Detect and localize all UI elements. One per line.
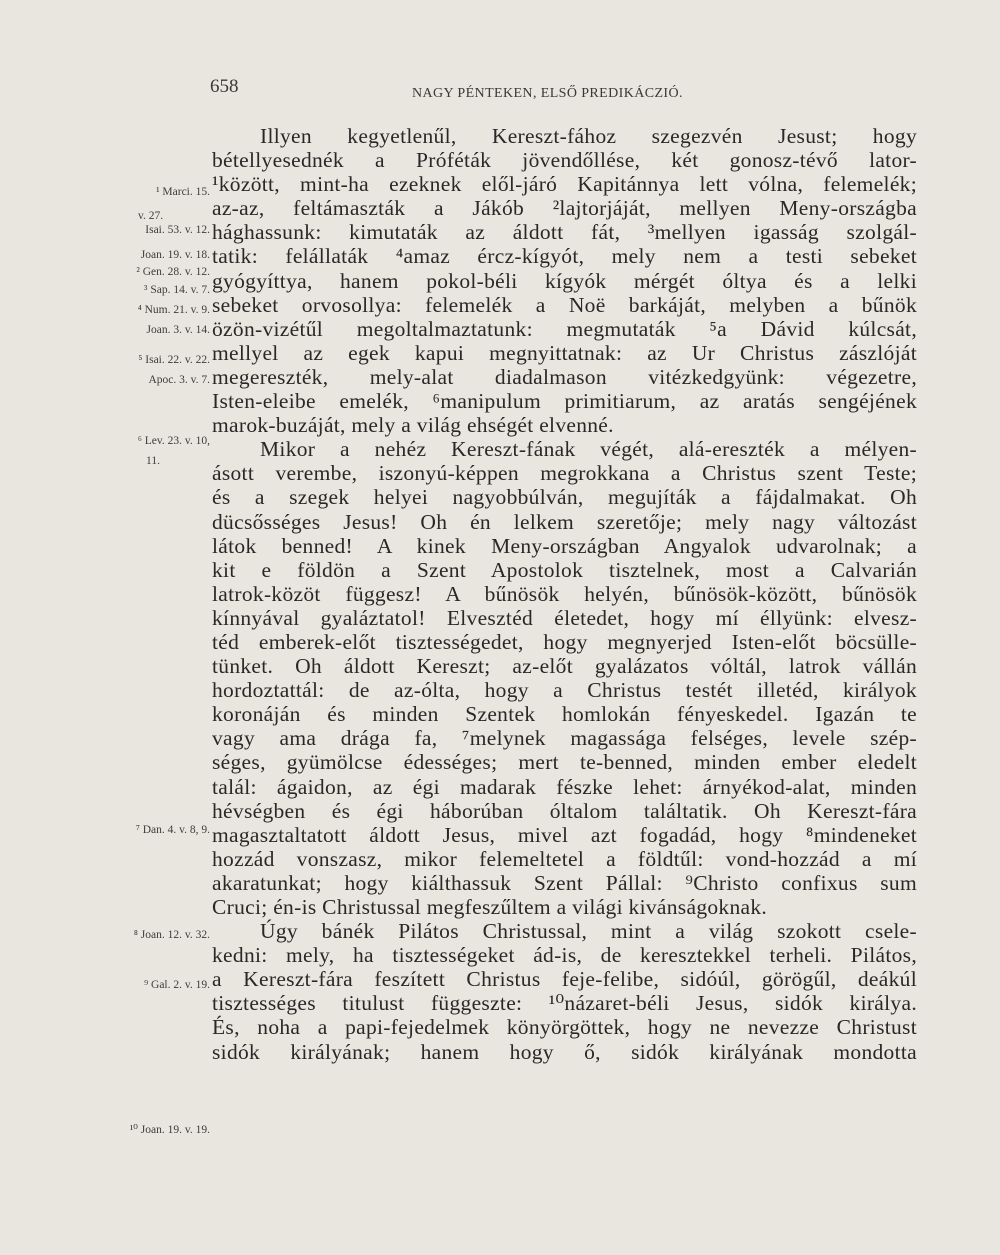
text-line: És, noha a papi-fejedelmek könyörgöttek, hogy ne nevezze Christust <box>212 1015 917 1040</box>
text-line: özön-vizétűl megoltalmaztatunk: megmutaták ⁵a Dávid kúlcsát, <box>212 316 917 341</box>
margin-note: 11. <box>146 455 160 467</box>
text-line: sebeket orvosollya: felemelék a Noë barkáját, melyben a bűnök <box>212 292 917 317</box>
text-line: Úgy bánék Pilátos Christussal, mint a világ szokott csele- <box>260 919 917 944</box>
text-line: kit e földön a Szent Apostolok tisztelnek, most a Calvarián <box>212 557 917 582</box>
text-line: vagy ama drága fa, ⁷melynek magassága felséges, levele szép- <box>212 726 917 751</box>
text-line: koronáján és minden Szentek homlokán fényeskedel. Igazán te <box>212 702 917 727</box>
text-line: téd emberek-előt tisztességedet, hogy megnyerjed Isten-előt böcsülle- <box>212 629 917 654</box>
margin-note: Joan. 3. v. 14. <box>146 324 210 336</box>
text-line: ¹között, mint-ha ezeknek elől-járó Kapitánnya lett vólna, felemelék; <box>212 172 917 197</box>
margin-note: ² Gen. 28. v. 12. <box>136 266 210 278</box>
text-line: hozzád vonszasz, mikor felemeltetel a földtűl: vond-hozzád a mí <box>212 846 917 871</box>
text-line: kínnyával gyaláztatol! Elvesztéd életedet, hogy mí éllyünk: elvesz- <box>212 605 917 630</box>
text-line: hordoztattál: de az-ólta, hogy a Christus testét illetéd, királyok <box>212 678 917 703</box>
margin-note: ⁸ Joan. 12. v. 32. <box>133 929 210 941</box>
body-text <box>212 124 917 1064</box>
text-line: kedni: mely, ha tisztességeket ád-is, de keresztekkel terheli. Pilátos, <box>212 943 917 968</box>
margin-note: ¹⁰ Joan. 19. v. 19. <box>129 1124 210 1136</box>
text-line: sidók királyának; hanem hogy ő, sidók királyának mondotta <box>212 1039 917 1064</box>
running-head <box>0 0 1000 110</box>
text-line: tatik: felállaták ⁴amaz ércz-kígyót, mely nem a testi sebeket <box>212 244 917 269</box>
margin-note: Apoc. 3. v. 7. <box>148 374 210 386</box>
text-line: tisztességes titulust függeszte: ¹⁰názaret-béli Jesus, sidók királya. <box>212 991 917 1016</box>
text-line: bétellyesednék a Próféták jövendőllése, két gonosz-tévő lator- <box>212 148 917 173</box>
text-line: latrok-közöt függesz! A bűnösök helyén, bűnösök-között, bűnösök <box>212 581 917 606</box>
text-line: dücsősséges Jesus! Oh én lelkem szeretője; mely nagy változást <box>212 509 917 534</box>
text-line: Mikor a nehéz Kereszt-fának végét, alá-ereszték a mélyen- <box>260 437 917 462</box>
text-line: hághassunk: kimutaták az áldott fát, ³mellyen igasság szolgál- <box>212 220 917 245</box>
text-line: a Kereszt-fára feszített Christus feje-felibe, sidóúl, görögűl, deákúl <box>212 967 917 992</box>
text-line: az-az, feltámaszták a Jákób ²lajtorjáját, mellyen Meny-országba <box>212 196 917 221</box>
text-line: magasztaltatott áldott Jesus, mivel azt fogadád, hogy ⁸mindeneket <box>212 822 917 847</box>
margin-note: ⁴ Num. 21. v. 9. <box>137 304 210 316</box>
text-line: Illyen kegyetlenűl, Kereszt-fához szegezvén Jesust; hogy <box>260 124 917 148</box>
margin-note: ¹ Marci. 15. <box>156 186 210 198</box>
running-title: NAGY PÉNTEKEN, ELSŐ PREDIKÁCZIÓ. <box>412 86 683 101</box>
margin-note: ⁷ Dan. 4. v. 8, 9. <box>135 824 210 836</box>
margin-note: ⁵ Isai. 22. v. 22. <box>138 354 210 366</box>
page-number: 658 <box>210 76 239 97</box>
margin-note: Isai. 53. v. 12. <box>145 224 210 236</box>
margin-note: ⁹ Gal. 2. v. 19. <box>144 979 210 991</box>
text-line: és a szegek helyei nagyobbúlván, megujíták a fájdalmakat. Oh <box>212 485 917 510</box>
text-line: mellyel az egek kapui megnyittatnak: az Ur Christus zászlóját <box>212 340 917 365</box>
text-line: tünket. Oh áldott Kereszt; az-előt gyalázatos vóltál, latrok vállán <box>212 654 917 679</box>
text-line: marok-buzáját, mely a világ ehségét elvenné. <box>212 413 614 438</box>
text-line: ásott verembe, iszonyú-képpen megrokkana a Christus szent Teste; <box>212 461 917 486</box>
text-line: megereszték, mely-alat diadalmason vitézkedgyünk: végezetre, <box>212 364 917 389</box>
text-line: hévségben és égi háborúban óltalom találtatik. Oh Kereszt-fára <box>212 798 917 823</box>
text-line: Cruci; én-is Christussal megfeszűltem a világi kivánságoknak. <box>212 895 768 919</box>
margin-note: Joan. 19. v. 18. <box>140 249 210 261</box>
text-line: séges, gyümölcse édességes; mert te-benned, minden ember eledelt <box>212 750 917 775</box>
margin-note: ⁶ Lev. 23. v. 10, <box>137 435 210 447</box>
margin-note: v. 27. <box>138 210 164 222</box>
text-line: talál: ágaidon, az égi madarak fészke lehet: árnyékod-alat, minden <box>212 774 917 799</box>
text-line: Isten-eleibe emelék, ⁶manipulum primitiarum, az aratás sengéjének <box>212 389 917 414</box>
margin-note: ³ Sap. 14. v. 7. <box>144 284 210 296</box>
text-line: gyógyíttya, hanem pokol-béli kígyók mérgét óltya és a lelki <box>212 268 917 293</box>
text-line: látok benned! A kinek Meny-országban Angyalok udvarolnak; a <box>212 533 917 558</box>
text-line: akaratunkat; hogy kiálthassuk Szent Pállal: ⁹Christo confixus sum <box>212 870 917 895</box>
